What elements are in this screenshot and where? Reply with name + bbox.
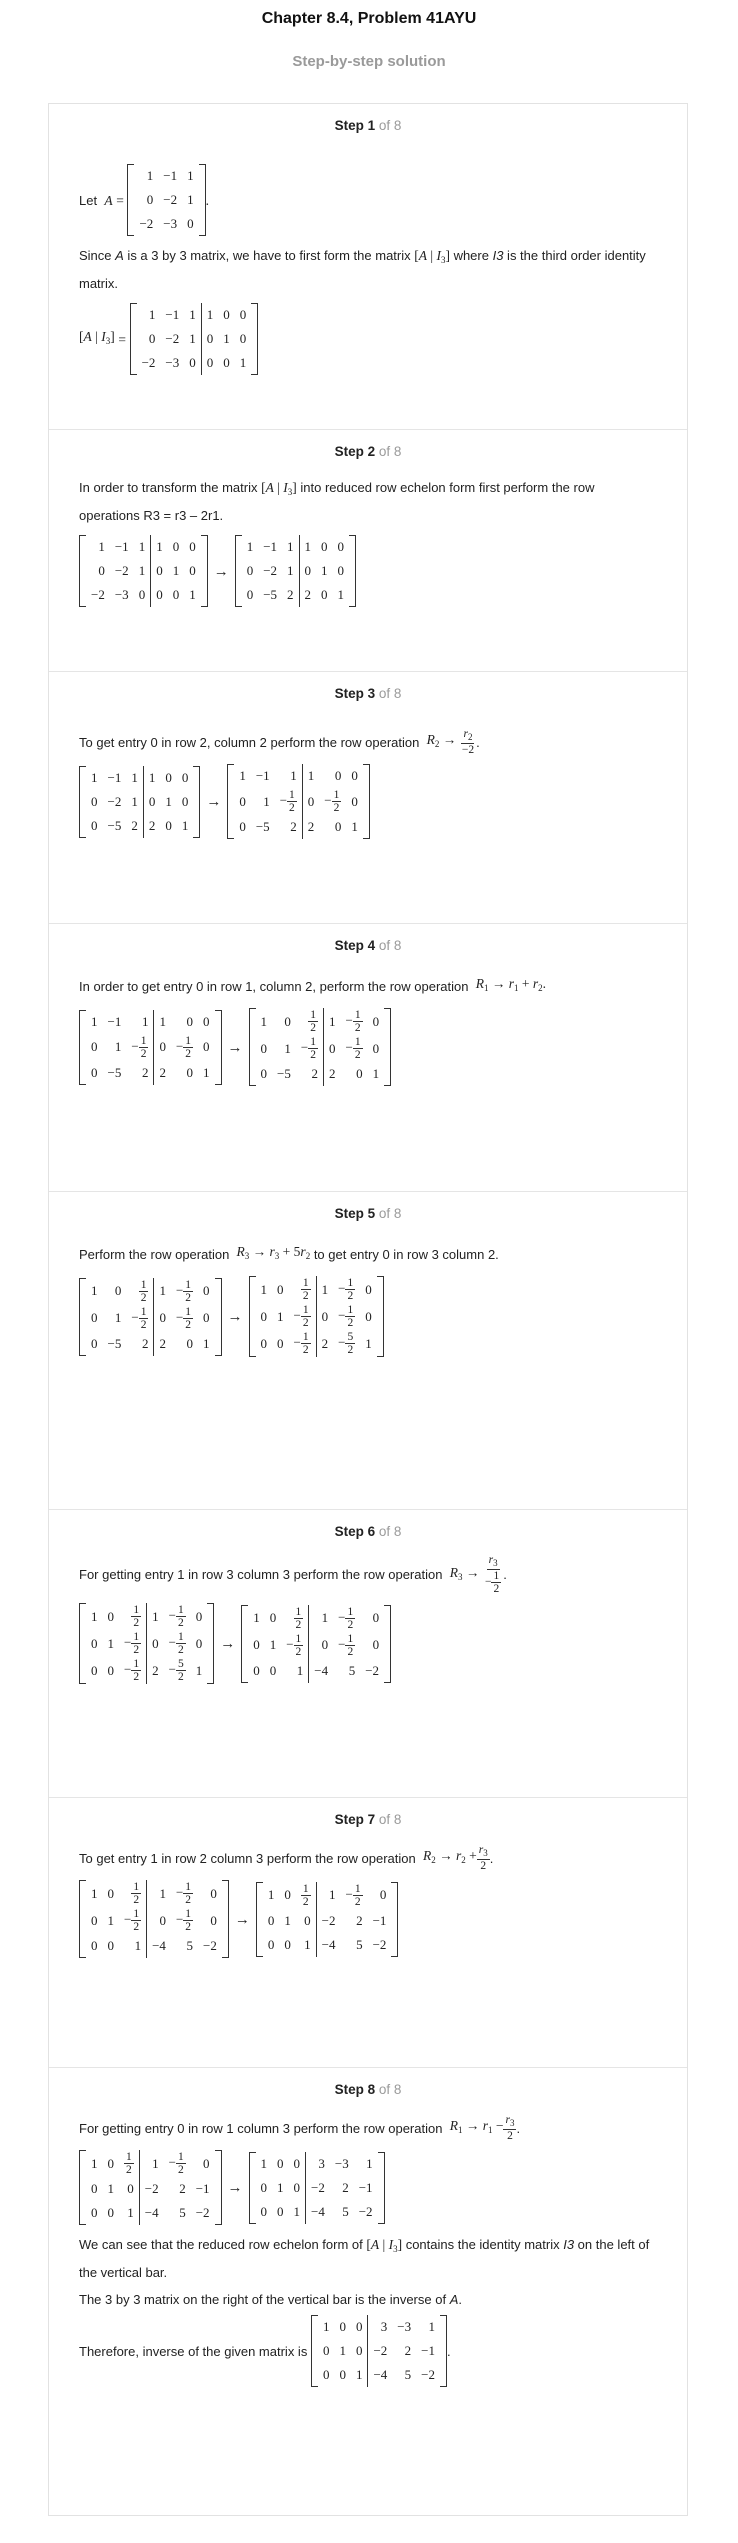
- step-3: [49, 672, 687, 924]
- matrix-A: 1 −1 1 0 −2 1 −2 −3 0: [127, 164, 205, 236]
- matrix-after: 1 0 0 3 −3 1 0 1 0 −2 2 −1 0 0 1 −4 5 −2: [249, 2152, 385, 2224]
- step-3-header: Step 3 of 8: [334, 686, 402, 701]
- step-7-text: To get entry 1 in row 2 column 3 perform the row operation $R_2 \to r_2$ + $\frac{r_3}{2}$ .: [79, 1844, 494, 1872]
- let-A-row: Let A = 1 −1 1 0 −2 1 −2 −3 0 .: [79, 164, 657, 236]
- augmented-row: [A | $I_3$] = 1 −1 1 1 0 0 0 −2 1 0 1 0 −2 −3 0 0 0 1: [79, 303, 657, 375]
- matrix-inverse-result: 1 0 0 3 −3 1 0 1 0 −2 2 −1 0 0 1 −4 5 −2: [311, 2315, 447, 2387]
- step-1-header: Step 1 of 8: [334, 118, 402, 133]
- step-1: [49, 104, 687, 430]
- step-2-matrices: 1 −1 1 1 0 0 0 −2 1 0 1 0 −2 −3 0 0 0 1 → 1 −1 1 1 0 0 0 −2 1 0 1 0 0 −5 2 2 0 1: [79, 535, 657, 607]
- step-6-header: Step 6 of 8: [334, 1524, 402, 1539]
- step-4: [49, 924, 687, 1192]
- step-8: [49, 2068, 687, 2515]
- page-title: Chapter 8.4, Problem 41AYU: [261, 10, 477, 27]
- frac-r3-over-2: $\frac{r_3}{2}$: [478, 1844, 488, 1872]
- step-6-text: For getting entry 1 in row 3 column 3 perform the row operation $R_3$ → $r_3$ − $\frac{1}{2}$ .: [79, 1554, 507, 1595]
- step-8-conclusion: We can see that the reduced row echelon form of [A | $I_3$] contains the identity matrix I3 on the left of the vertical bar.: [79, 2237, 650, 2280]
- matrix-before: 1 0 $\frac{1}{2}$ 1 − $\frac{1}{2}$ 0 0 1 − $\frac{1}{2}$ 0 − $\frac{1}{2}$ 0 0 0 − $\frac{1}{2}$ 2 − $\frac{5}{2}$ 1: [79, 1603, 214, 1684]
- matrix-after: 1 0 $\frac{1}{2}$ 1 − $\frac{1}{2}$ 0 0 1 0 −2 2 −1 0 0 1 −4 5 −2: [256, 1882, 399, 1957]
- matrix-augmented: 1 −1 1 1 0 0 0 −2 1 0 1 0 −2 −3 0 0 0 1: [130, 303, 259, 375]
- step-5-text: Perform the row operation $R_3 \to r_3 + 5r_2$ to get entry 0 in row 3 column 2.: [79, 1244, 499, 1262]
- step-3-matrices: 1 −1 1 1 0 0 0 −2 1 0 1 0 0 −5 2 2 0 1 → 1 −1 1 1 0 0 0 1 − $\frac{1}{2}$ 0 − $\frac{1}{2}$ 0 0 −5 2 2 0 1: [79, 764, 657, 839]
- step-5: [49, 1192, 687, 1510]
- step-4-matrices: 1 −1 1 1 0 0 0 1 − $\frac{1}{2}$ 0 − $\frac{1}{2}$ 0 0 −5 2 2 0 1 → 1 0 $\frac{1}{2}$ 1 − $\frac{1}{2}$ 0 0 1 − $\frac{1}{2}$ 0 − $\frac{1}{2}$ 0 0 −5 2 2 0 1: [79, 1008, 657, 1086]
- frac-r3-over-minus-half: $r_3$ − $\frac{1}{2}$: [484, 1554, 500, 1595]
- matrix-after: 1 0 $\frac{1}{2}$ 1 − $\frac{1}{2}$ 0 0 1 − $\frac{1}{2}$ 0 − $\frac{1}{2}$ 0 0 0 1 −4 5 −2: [241, 1605, 391, 1683]
- step-2: [49, 430, 687, 672]
- matrix-before: 1 0 $\frac{1}{2}$ 1 − $\frac{1}{2}$ 0 0 1 0 −2 2 −1 0 0 1 −4 5 −2: [79, 2150, 222, 2225]
- step-5-header: Step 5 of 8: [334, 1206, 402, 1221]
- matrix-after: 1 −1 1 1 0 0 0 −2 1 0 1 0 0 −5 2 2 0 1: [235, 535, 356, 607]
- step-3-text: To get entry 0 in row 2, column 2 perform the row operation $R_2$ → $\frac{r_2}{-2}$ .: [79, 728, 480, 756]
- step-2-text: In order to transform the matrix [A | $I_3$] into reduced row echelon form first perform the row operations R3 = r3 – 2r1.: [79, 480, 595, 523]
- step-2-header: Step 2 of 8: [334, 444, 402, 459]
- step-7-header: Step 7 of 8: [334, 1812, 402, 1827]
- matrix-before: 1 −1 1 1 0 0 0 −2 1 0 1 0 0 −5 2 2 0 1: [79, 766, 200, 838]
- frac-r3-over-2: $\frac{r_3}{2}$: [505, 2114, 515, 2142]
- matrix-before: 1 −1 1 1 0 0 0 −2 1 0 1 0 −2 −3 0 0 0 1: [79, 535, 208, 607]
- step-8-header: Step 8 of 8: [334, 2082, 402, 2097]
- step-7: [49, 1798, 687, 2068]
- matrix-after: 1 −1 1 1 0 0 0 1 − $\frac{1}{2}$ 0 − $\frac{1}{2}$ 0 0 −5 2 2 0 1: [227, 764, 370, 839]
- page-subtitle: Step-by-step solution: [292, 53, 446, 70]
- matrix-before: 1 0 $\frac{1}{2}$ 1 − $\frac{1}{2}$ 0 0 1 − $\frac{1}{2}$ 0 − $\frac{1}{2}$ 0 0 0 1 −4 5 −2: [79, 1880, 229, 1958]
- matrix-before: 1 −1 1 1 0 0 0 1 − $\frac{1}{2}$ 0 − $\frac{1}{2}$ 0 0 −5 2 2 0 1: [79, 1010, 222, 1085]
- matrix-after: 1 0 $\frac{1}{2}$ 1 − $\frac{1}{2}$ 0 0 1 − $\frac{1}{2}$ 0 − $\frac{1}{2}$ 0 0 0 − $\frac{1}{2}$ 2 − $\frac{5}{2}$ 1: [249, 1276, 384, 1357]
- step-7-matrices: 1 0 $\frac{1}{2}$ 1 − $\frac{1}{2}$ 0 0 1 − $\frac{1}{2}$ 0 − $\frac{1}{2}$ 0 0 0 1 −4 5 −2 → 1 0 $\frac{1}{2}$ 1 − $\frac{1}{2}$ 0 0 1 0 −2 2 −1 0 0 1 −4 5 −2: [79, 1880, 657, 1958]
- step-1-text: Since A is a 3 by 3 matrix, we have to first form the matrix [A | $I_3$] where I3 is the third order identity matrix.: [79, 248, 646, 291]
- step-8-text: For getting entry 0 in row 1 column 3 perform the row operation $R_1 \to r_1$ − $\frac{r_3}{2}$ .: [79, 2114, 521, 2142]
- step-8-inverse-note: The 3 by 3 matrix on the right of the vertical bar is the inverse of A.: [79, 2292, 462, 2307]
- inverse-row: Therefore, inverse of the given matrix is 1 0 0 3 −3 1 0 1 0 −2 2 −1 0 0 1 −4 5 −2 .: [79, 2315, 657, 2387]
- matrix-after: 1 0 $\frac{1}{2}$ 1 − $\frac{1}{2}$ 0 0 1 − $\frac{1}{2}$ 0 − $\frac{1}{2}$ 0 0 −5 2 2 0 1: [249, 1008, 392, 1086]
- matrix-before: 1 0 $\frac{1}{2}$ 1 − $\frac{1}{2}$ 0 0 1 − $\frac{1}{2}$ 0 − $\frac{1}{2}$ 0 0 −5 2 2 0 1: [79, 1278, 222, 1356]
- step-5-matrices: 1 0 $\frac{1}{2}$ 1 − $\frac{1}{2}$ 0 0 1 − $\frac{1}{2}$ 0 − $\frac{1}{2}$ 0 0 −5 2 2 0 1 → 1 0 $\frac{1}{2}$ 1 − $\frac{1}{2}$ 0 0 1 − $\frac{1}{2}$ 0 − $\frac{1}{2}$ 0 0 0 − $\frac{1}{2}$ 2 − $\frac{5}{2}$ 1: [79, 1276, 657, 1357]
- step-6: [49, 1510, 687, 1798]
- step-8-matrices: 1 0 $\frac{1}{2}$ 1 − $\frac{1}{2}$ 0 0 1 0 −2 2 −1 0 0 1 −4 5 −2 → 1 0 0 3 −3 1 0 1 0 −2 2 −1 0 0 1 −4 5 −2: [79, 2150, 657, 2225]
- frac-r2-over-minus2: $\frac{r_2}{-2}$: [461, 728, 475, 756]
- step-6-matrices: 1 0 $\frac{1}{2}$ 1 − $\frac{1}{2}$ 0 0 1 − $\frac{1}{2}$ 0 − $\frac{1}{2}$ 0 0 0 − $\frac{1}{2}$ 2 − $\frac{5}{2}$ 1 → 1 0 $\frac{1}{2}$ 1 − $\frac{1}{2}$ 0 0 1 − $\frac{1}{2}$ 0 − $\frac{1}{2}$ 0 0 0 1 −4 5 −2: [79, 1603, 657, 1684]
- solution-card: [48, 103, 688, 2516]
- step-4-text: In order to get entry 0 in row 1, column 2, perform the row operation $R_1 \to r_1 + r_2$.: [79, 976, 546, 994]
- step-4-header: Step 4 of 8: [334, 938, 402, 953]
